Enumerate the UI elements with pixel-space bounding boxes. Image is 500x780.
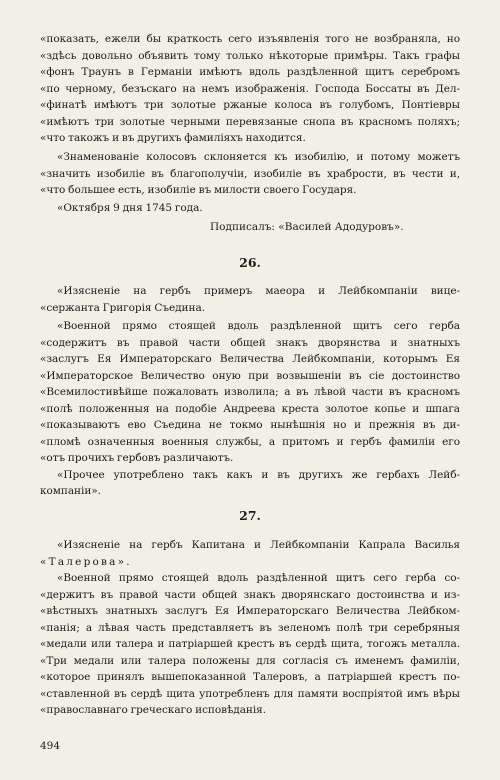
- title-line: «Изясненіе на гербъ примеръ маеора и Лейбкомпаніи вице-: [57, 285, 460, 297]
- text-line: «православнаго греческаго исповѣданія.: [40, 704, 267, 716]
- text-line: «здѣсь довольно объявить тому только нѣкоторые примѣры. Такъ графы: [40, 49, 460, 62]
- text-line: «Императорское Величество оную при возвышеніи въ сіе достоинство: [40, 369, 460, 382]
- text-line: «отъ прочихъ гербовъ различаютъ.: [40, 452, 234, 464]
- text-line: «вѣстныхъ знатныхъ заслугъ Ея Императорскаго Величества Лейбком-: [40, 605, 460, 617]
- text-line: «Знаменованіе колосовъ склоняется къ изобилію, и потому можетъ: [57, 151, 460, 163]
- section-27-title: [40, 537, 460, 570]
- section-number-27: 27.: [239, 508, 261, 523]
- colossus-paragraph: [40, 149, 460, 199]
- text-line: «ставленной въ сердѣ щита употребленъ для памяти воспріятой имъ вѣры: [40, 687, 460, 700]
- text-line: «Военной прямо стоящей вдоль раздѣленной щитъ сего герба со-: [57, 572, 460, 584]
- text-line: «Военной прямо стоящей вдоль раздѣленной щитъ сего герба: [57, 320, 460, 332]
- text-line: «имѣютъ три золотые черными перевязаные снопа въ красномъ поляхъ;: [40, 115, 460, 128]
- signature-line: Подписалъ: «Василей Адодуровъ».: [210, 221, 404, 233]
- text-line: «содержитъ въ правой части общей знакъ дворянства и знатныхъ: [40, 336, 460, 349]
- text-line: «показываютъ ево Съедина не токмо нынѣшнія но и прежнія въ ди-: [40, 419, 460, 431]
- text-line: компаніи».: [40, 485, 101, 497]
- date-line: «Октября 9 дня 1745 года.: [57, 202, 203, 214]
- title-line: «Талерова».: [40, 555, 132, 568]
- text-line: «заслугъ Ея Императорскаго Величества Лейбкомпаніи, которымъ Ея: [40, 353, 460, 365]
- text-line: «держитъ въ правой части общей знакъ дворянскаго достоинства и из-: [40, 588, 460, 601]
- text-line: «которое принялъ вышепоказанной Талеровъ, а патріаршей крестъ по-: [40, 671, 460, 683]
- opening-paragraph: [40, 31, 460, 147]
- text-line: «фонъ Траунъ в Германіи имѣютъ вдоль раздѣленной щитъ серебромъ: [40, 66, 460, 78]
- section-26-body: [40, 318, 460, 500]
- section-number-26: 26.: [239, 255, 261, 270]
- text-line: «значить изобиліе въ благополучіи, изобиліе въ храбрости, въ чести и,: [40, 167, 460, 180]
- text-line: «Три медали или талера положены для согласія съ именемъ фамиліи,: [40, 654, 460, 667]
- title-line: «Изясненіе на гербъ Капитана и Лейбкомпаніи Капрала Василья: [57, 539, 460, 551]
- section-26-title: [40, 283, 460, 316]
- text-line: «пломѣ означенныя военныя службы, а притомъ и гербъ фамиліи его: [40, 435, 460, 448]
- text-line: «полѣ положенныя на подобіе Андреева креста золотое копье и шпага: [40, 402, 460, 415]
- text-line: «что такожъ и въ другихъ фамиліяхъ находится.: [40, 132, 306, 144]
- text-line: «финатѣ имѣютъ три золотые ржаные колоса въ голубомъ, Понтіевры: [40, 99, 460, 111]
- text-line: «медали или талера и патріаршей крестъ въ сердѣ щита, тогожъ металла.: [40, 638, 460, 650]
- text-line: «что большее есть, изобиліе въ милости своего Государя.: [40, 184, 357, 196]
- text-line: «Прочее употреблено такъ какъ и въ другихъ же гербахъ Лейб-: [57, 468, 460, 481]
- text-line: «Всемилостивѣйше пожаловать изволила; а въ лѣвой части въ красномъ: [40, 386, 460, 398]
- page-number: 494: [40, 740, 61, 752]
- section-27-body: [40, 570, 460, 719]
- text-line: «показать, ежели бы краткость сего изъявленія того не возбраняла, но: [40, 33, 460, 45]
- text-line: «по черному, безъскаго на немъ изображенія. Господа Боссаты въ Дел-: [40, 82, 460, 95]
- title-line: «сержанта Григорія Съедина.: [40, 301, 205, 314]
- text-line: «панія; а лѣвая часть представляетъ въ зеленомъ полѣ три серебряныя: [40, 621, 460, 634]
- date-line-block: [40, 200, 460, 217]
